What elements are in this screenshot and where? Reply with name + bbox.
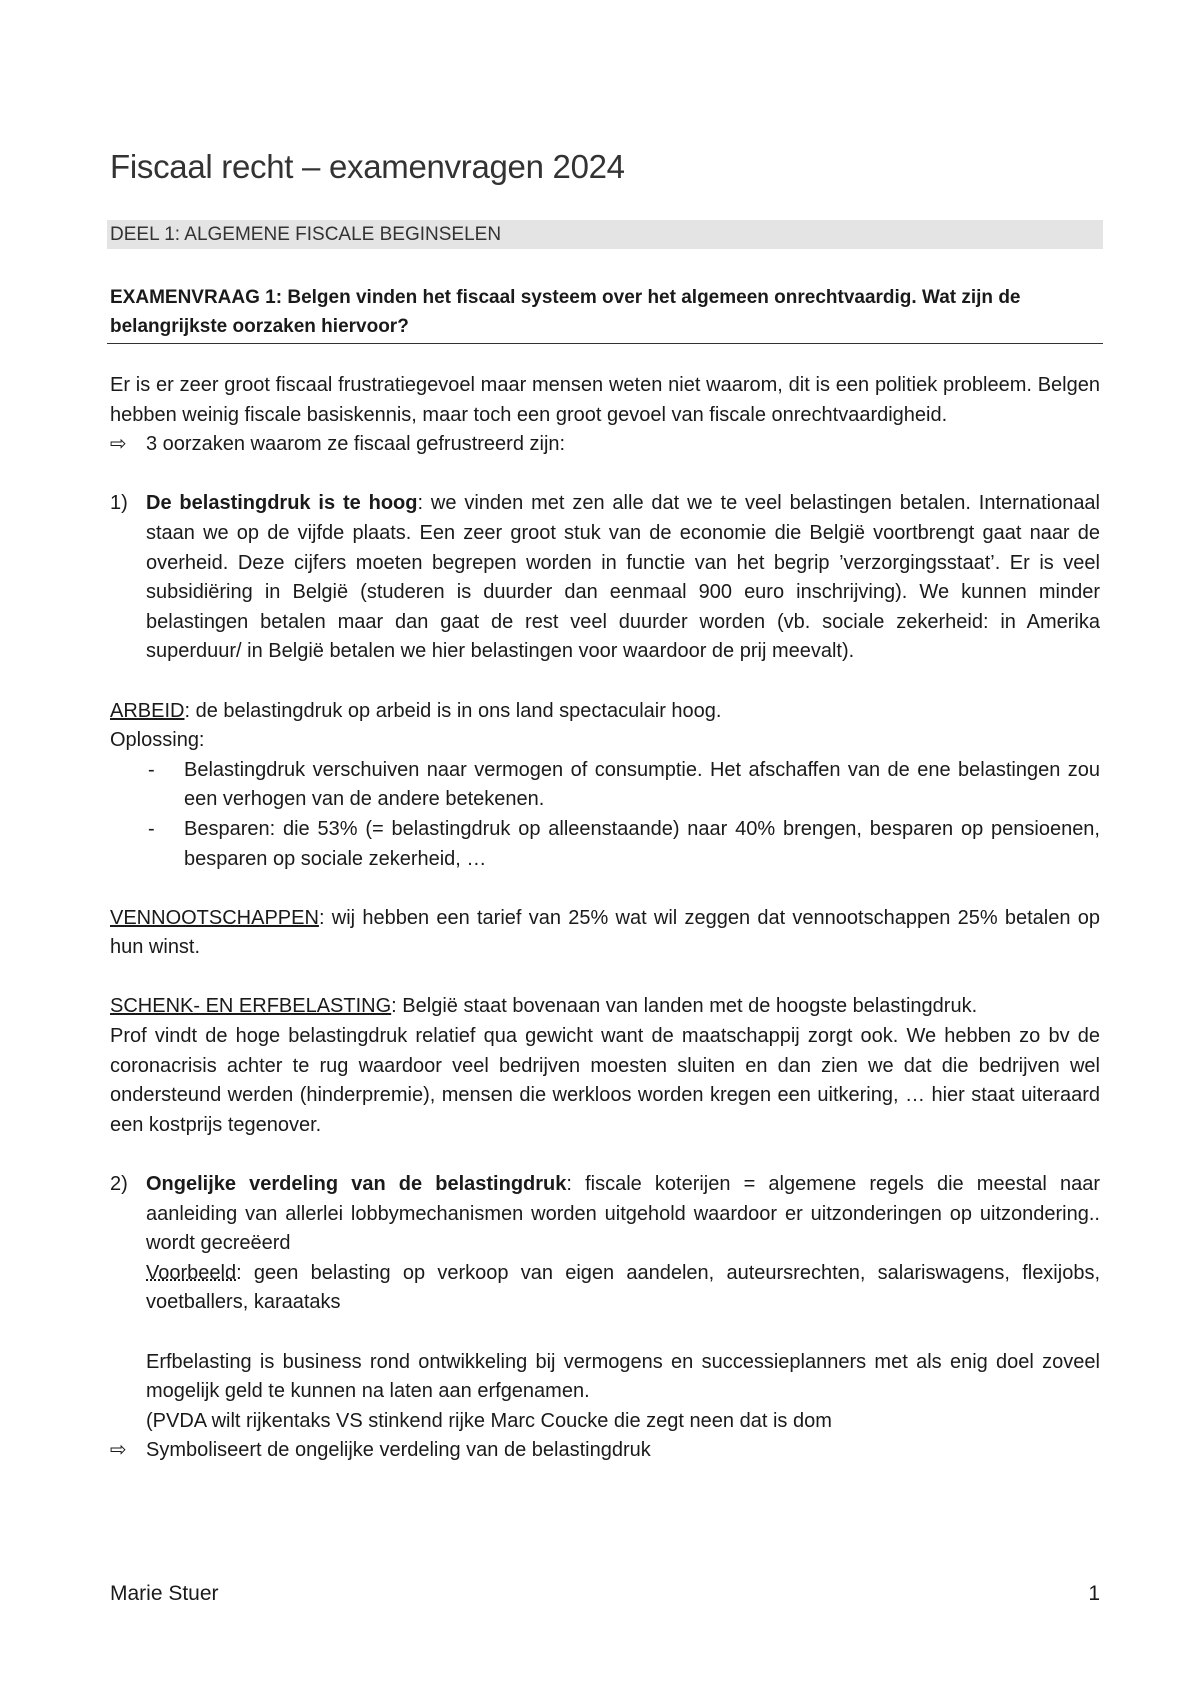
bullet-item: [148, 756, 1100, 815]
arbeid-paragraph: [110, 697, 1100, 727]
document-title: Fiscaal recht – examenvragen 2024: [110, 148, 625, 185]
voorbeeld-label: Voorbeeld: [146, 1261, 237, 1284]
prof-paragraph: Prof vindt de hoge belastingdruk relatief qua gewicht want de maatschappij zorgt ook. We hebben zo bv de coronacrisis achter te rug waardoor veel bedrijven moesten sluiten en dan zien we dat die bedrijven wel ondersteund werden (hinderpremie), mensen die werkloos worden kregen een uitkering, … hier staat uiteraard een kostprijs tegenover.: [110, 1025, 1100, 1136]
erfbelasting-paragraph: Erfbelasting is business rond ontwikkeling bij vermogens en successieplanners met als enig doel zoveel mogelijk geld te kunnen na laten aan erfgenamen.: [146, 1350, 1100, 1403]
arbeid-text: : de belastingdruk op arbeid is in ons land spectaculair hoog.: [184, 699, 722, 722]
arrow-line-causes: [110, 430, 1100, 460]
numbered-item-2: [110, 1170, 1100, 1436]
arrow-icon: ⇨: [110, 1439, 127, 1462]
exam-question-heading: EXAMENVRAAG 1: Belgen vinden het fiscaal systeem over het algemeen onrechtvaardig. Wat zijn de belangrijkste oorzaken hiervoor?: [107, 283, 1103, 344]
item-number: 2): [110, 1173, 128, 1196]
document-body: [110, 371, 1100, 1466]
arrow-line-text: 3 oorzaken waarom ze fiscaal gefrustreerd zijn:: [146, 433, 566, 456]
item-text: : we vinden met zen alle dat we te veel belastingen betalen. Internationaal staan we op de vijfde plaats. Een zeer groot stuk van de economie die België voortbrengt gaat naar de overheid. Deze cijfers moeten begrepen worden in functie van het begrip ’verzorgingsstaat’. Er is veel subsidiëring in België (studeren is duurder dan eenmaal 900 euro inschrijving). We kunnen minder belastingen betalen maar dan gaat de rest veel duurder worden (vb. sociale zekerheid: in Amerika superduur/ in België betalen we hier belastingen voor waardoor de prij meevalt).: [146, 492, 1101, 663]
arrow-line-text: Symboliseert de ongelijke verdeling van de belastingdruk: [146, 1439, 651, 1462]
dash-marker: -: [148, 817, 155, 840]
schenk-text: : België staat bovenaan van landen met de hoogste belastingdruk.: [391, 995, 978, 1018]
vennootschappen-paragraph: [110, 904, 1100, 963]
item-title: De belastingdruk is te hoog: [146, 492, 418, 515]
pvda-line: (PVDA wilt rijkentaks VS stinkend rijke Marc Coucke die zegt neen dat is dom: [146, 1409, 832, 1432]
arrow-line-conclusion: [110, 1436, 1100, 1466]
bullet-text: Besparen: die 53% (= belastingdruk op alleenstaande) naar 40% brengen, besparen op pensioenen, besparen op sociale zekerheid, …: [184, 817, 1100, 870]
schenk-label: SCHENK- EN ERFBELASTING: [110, 995, 392, 1018]
footer-author: Marie Stuer: [110, 1582, 219, 1605]
item-title: Ongelijke verdeling van de belastingdruk: [146, 1173, 567, 1196]
item-text: : fiscale koterijen = algemene regels die meestal naar aanleiding van allerlei lobbymechanismen worden uitgehold waardoor er uitzonderingen op uitzondering.. wordt gecreëerd: [146, 1173, 1100, 1255]
schenk-paragraph: [110, 992, 1100, 1022]
numbered-item-1: [110, 489, 1100, 667]
item-number: 1): [110, 492, 128, 515]
footer-page-number: 1: [1088, 1582, 1100, 1605]
arrow-icon: ⇨: [110, 433, 127, 456]
dash-marker: -: [148, 758, 155, 781]
voorbeeld-line: [146, 1259, 1100, 1318]
oplossing-label: Oplossing:: [110, 729, 205, 752]
section-heading: DEEL 1: ALGEMENE FISCALE BEGINSELEN: [107, 220, 1103, 249]
voorbeeld-text: : geen belasting op verkoop van eigen aandelen, auteursrechten, salariswagens, flexijobs, voetballers, karaataks: [146, 1261, 1100, 1314]
arbeid-label: ARBEID: [110, 699, 185, 722]
vennootschappen-label: VENNOOTSCHAPPEN: [110, 906, 319, 929]
bullet-item: [148, 815, 1100, 874]
bullet-text: Belastingdruk verschuiven naar vermogen of consumptie. Het afschaffen van de ene belastingen zou een verhogen van de andere betekenen.: [184, 758, 1100, 811]
intro-paragraph: Er is er zeer groot fiscaal frustratiegevoel maar mensen weten niet waarom, dit is een politiek probleem. Belgen hebben weinig fiscale basiskennis, maar toch een groot gevoel van fiscale onrechtvaardigheid.: [110, 374, 1100, 426]
vennootschappen-text: : wij hebben een tarief van 25% wat wil zeggen dat vennootschappen 25% betalen op hun winst.: [110, 906, 1100, 959]
document-page: [110, 0, 1100, 1696]
